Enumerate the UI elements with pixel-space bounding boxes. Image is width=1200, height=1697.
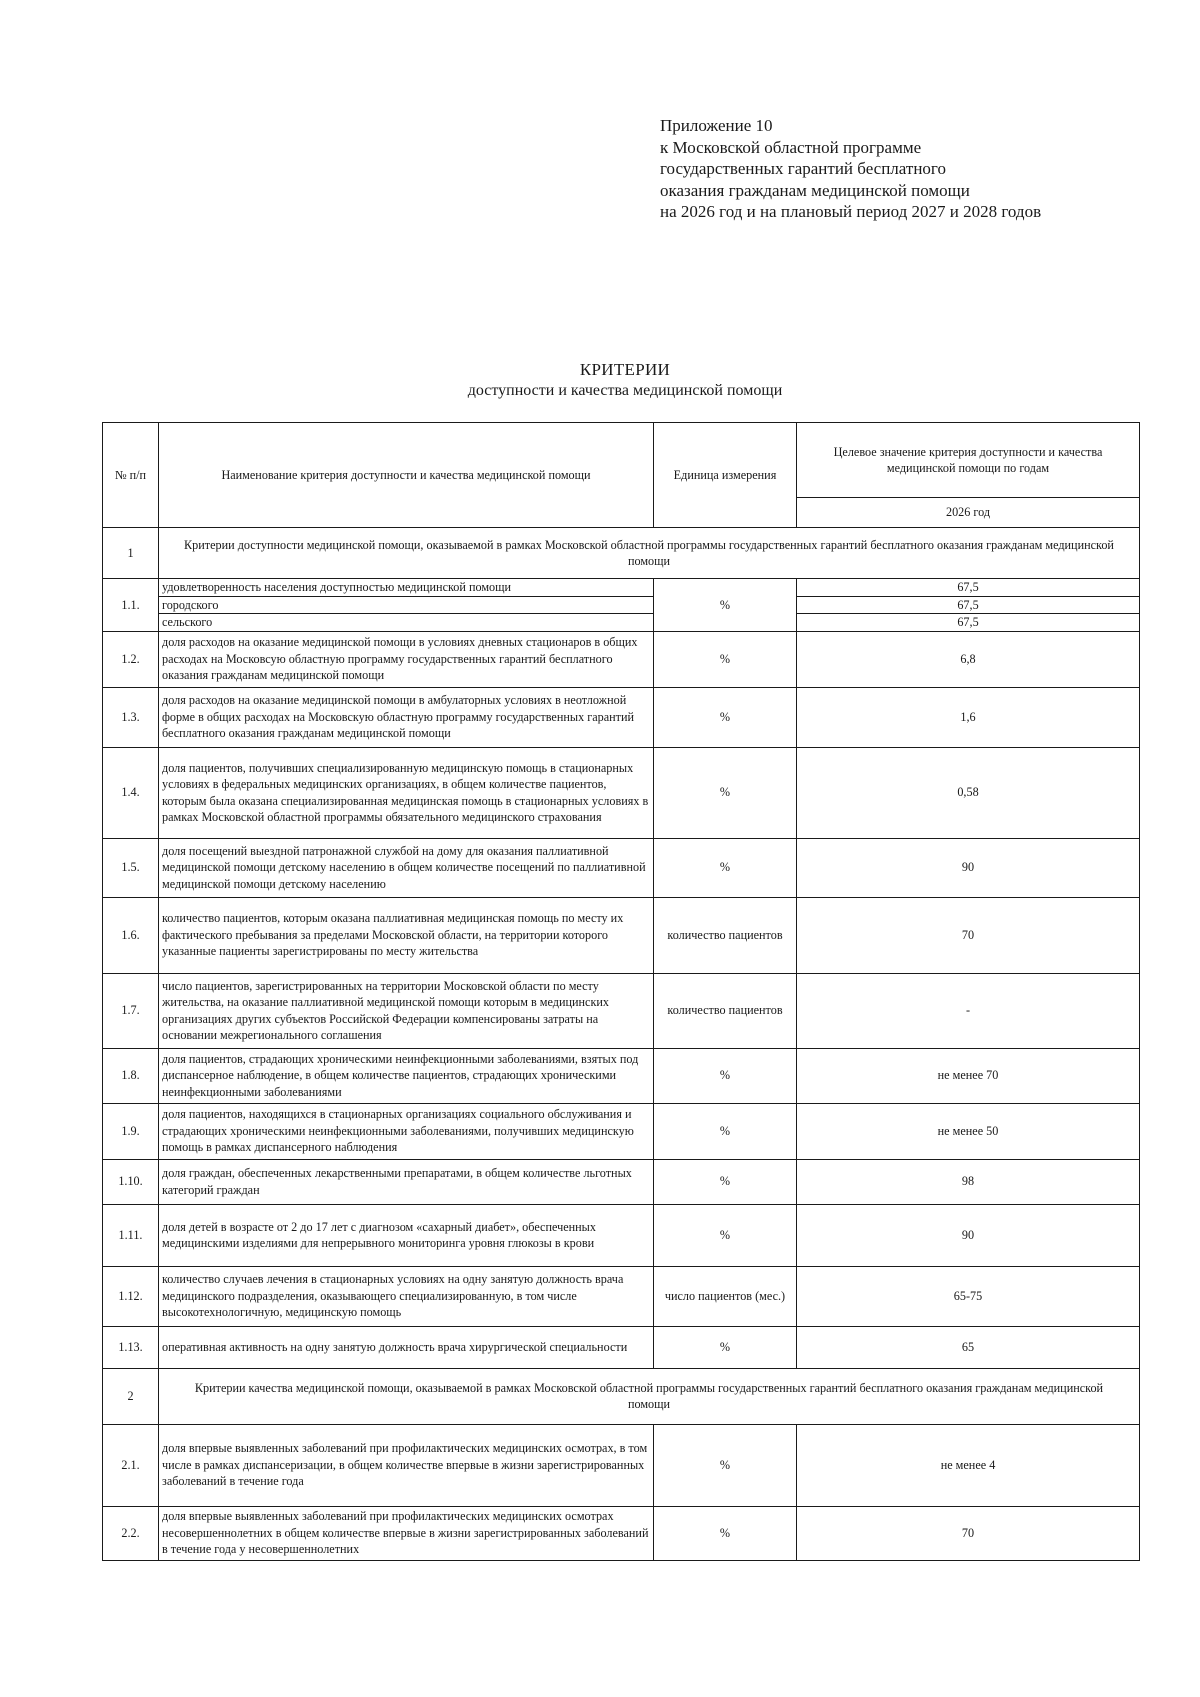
appendix-line: Приложение 10: [660, 116, 773, 135]
row-num: 1.1.: [103, 579, 159, 632]
appendix-line: к Московской областной программе: [660, 137, 922, 157]
title-main: КРИТЕРИИ: [579, 360, 671, 379]
row-unit: %: [654, 1103, 797, 1159]
row-num: 1.2.: [103, 631, 159, 687]
section-num: 1: [103, 528, 159, 579]
appendix-line: оказания гражданам медицинской помощи: [660, 180, 970, 200]
row-name: доля пациентов, находящихся в стационарных организациях социального обслуживания и страдающих хроническими неинфекционными заболеваниями, получивших медицинскую помощь в рамках диспансерного наблюдения: [159, 1103, 654, 1159]
row-value: 90: [797, 1204, 1140, 1266]
row-name: оперативная активность на одну занятую должность врача хирургической специальности: [159, 1326, 654, 1368]
row-num: 1.8.: [103, 1048, 159, 1103]
header-num: № п/п: [103, 423, 159, 528]
title-sub: доступности и качества медицинской помощи: [467, 382, 783, 399]
row-num: 1.11.: [103, 1204, 159, 1266]
row-unit: количество пациентов: [654, 897, 797, 973]
row-value: не менее 4: [797, 1424, 1140, 1506]
row-name: доля пациентов, получивших специализированную медицинскую помощь в стационарных условиях в федеральных медицинских организациях, в общем количестве пациентов, которым была оказана специализированная медицинская помощь в стационарных условиях в рамках Московской областной программы обязательного медицинского страхования: [159, 747, 654, 838]
row-name: количество случаев лечения в стационарных условиях на одну занятую должность врача медицинского подразделения, оказывающего специализированную, в том числе высокотехнологичную, медицинскую помощь: [159, 1266, 654, 1326]
header-unit: Единица измерения: [654, 423, 797, 528]
row-value: 67,5: [797, 596, 1140, 614]
row-unit: %: [654, 631, 797, 687]
row-name: доля расходов на оказание медицинской помощи в амбулаторных условиях в неотложной форме в общих расходах на Московскую областную программу государственных гарантий бесплатного оказания гражданам медицинской помощи: [159, 687, 654, 747]
row-unit: количество пациентов: [654, 973, 797, 1048]
row-unit: число пациентов (мес.): [654, 1266, 797, 1326]
row-unit: %: [654, 1204, 797, 1266]
section-row: [103, 528, 1140, 579]
appendix-header: [660, 115, 1041, 223]
row-value: 70: [797, 1506, 1140, 1560]
criteria-table: [102, 422, 1140, 1561]
section-num: 2: [103, 1368, 159, 1424]
row-value: 65-75: [797, 1266, 1140, 1326]
row-num: 1.4.: [103, 747, 159, 838]
table-row: [103, 579, 1140, 597]
row-unit: %: [654, 838, 797, 897]
row-value: 67,5: [797, 614, 1140, 632]
table-row: [103, 1506, 1140, 1560]
row-name: доля впервые выявленных заболеваний при профилактических медицинских осмотрах, в том числе в рамках диспансеризации, в общем количестве впервые в жизни зарегистрированных заболеваний в течение года: [159, 1424, 654, 1506]
row-name: количество пациентов, которым оказана паллиативная медицинская помощь по месту их фактического пребывания за пределами Московской области, на территории которого указанные пациенты зарегистрированы по месту жительства: [159, 897, 654, 973]
table-row: [103, 838, 1140, 897]
header-year: 2026 год: [797, 498, 1140, 528]
row-unit: %: [654, 1424, 797, 1506]
appendix-line: государственных гарантий бесплатного: [660, 159, 946, 178]
section-row: [103, 1368, 1140, 1424]
row-name: доля посещений выездной патронажной службой на дому для оказания паллиативной медицинской помощи детскому населению в общем количестве посещений по паллиативной медицинской помощи детскому населению: [159, 838, 654, 897]
row-name: доля впервые выявленных заболеваний при профилактических медицинских осмотрах несовершеннолетних в общем количестве впервые в жизни зарегистрированных заболеваний в течение года у несовершеннолетних: [159, 1506, 654, 1560]
row-name: удовлетворенность населения доступностью медицинской помощи: [159, 579, 654, 597]
row-num: 1.10.: [103, 1159, 159, 1204]
row-num: 1.6.: [103, 897, 159, 973]
section-title: Критерии качества медицинской помощи, оказываемой в рамках Московской областной программы государственных гарантий бесплатного оказания гражданам медицинской помощи: [159, 1368, 1140, 1424]
row-unit: %: [654, 747, 797, 838]
row-value: не менее 50: [797, 1103, 1140, 1159]
row-unit: %: [654, 579, 797, 632]
row-value: 6,8: [797, 631, 1140, 687]
row-value: 1,6: [797, 687, 1140, 747]
table-row: [103, 747, 1140, 838]
table-row: [103, 973, 1140, 1048]
table-row: [103, 1326, 1140, 1368]
row-value: 0,58: [797, 747, 1140, 838]
table-row: [103, 614, 1140, 632]
row-num: 1.13.: [103, 1326, 159, 1368]
row-value: 67,5: [797, 579, 1140, 597]
row-name: доля расходов на оказание медицинской помощи в условиях дневных стационаров в общих расходах на Московсую областную программу государственных гарантий бесплатного оказания гражданам медицинской помощи: [159, 631, 654, 687]
row-name: доля пациентов, страдающих хроническими неинфекционными заболеваниями, взятых под диспансерное наблюдение, в общем количестве пациентов, страдающих хроническими неинфекционными заболеваниями: [159, 1048, 654, 1103]
row-num: 2.2.: [103, 1506, 159, 1560]
table-row: [103, 897, 1140, 973]
row-num: 1.7.: [103, 973, 159, 1048]
document-title: [0, 359, 1200, 401]
row-num: 1.12.: [103, 1266, 159, 1326]
row-value: 90: [797, 838, 1140, 897]
row-unit: %: [654, 1506, 797, 1560]
table-row: [103, 687, 1140, 747]
row-name: доля детей в возрасте от 2 до 17 лет с диагнозом «сахарный диабет», обеспеченных медицинскими изделиями для непрерывного мониторинга уровня глюкозы в крови: [159, 1204, 654, 1266]
row-name: доля граждан, обеспеченных лекарственными препаратами, в общем количестве льготных категорий граждан: [159, 1159, 654, 1204]
row-value: 70: [797, 897, 1140, 973]
row-num: 1.5.: [103, 838, 159, 897]
header-target: Целевое значение критерия доступности и качества медицинской помощи по годам: [797, 423, 1140, 498]
row-name: городского: [159, 596, 654, 614]
row-unit: %: [654, 1326, 797, 1368]
table-row: [103, 1424, 1140, 1506]
row-value: 65: [797, 1326, 1140, 1368]
row-value: -: [797, 973, 1140, 1048]
row-name: число пациентов, зарегистрированных на территории Московской области по месту жительства, на оказание паллиативной медицинской помощи которым в медицинских организациях других субъектов Российской Федерации компенсированы затраты на основании межрегионального соглашения: [159, 973, 654, 1048]
table-row: [103, 1266, 1140, 1326]
table-row: [103, 1048, 1140, 1103]
table-row: [103, 631, 1140, 687]
row-unit: %: [654, 1048, 797, 1103]
table-row: [103, 1103, 1140, 1159]
row-num: 2.1.: [103, 1424, 159, 1506]
row-unit: %: [654, 1159, 797, 1204]
section-title: Критерии доступности медицинской помощи, оказываемой в рамках Московской областной программы государственных гарантий бесплатного оказания гражданам медицинской помощи: [159, 528, 1140, 579]
table-row: [103, 1204, 1140, 1266]
row-value: не менее 70: [797, 1048, 1140, 1103]
row-name: сельского: [159, 614, 654, 632]
row-value: 98: [797, 1159, 1140, 1204]
row-num: 1.3.: [103, 687, 159, 747]
row-num: 1.9.: [103, 1103, 159, 1159]
table-row: [103, 1159, 1140, 1204]
row-unit: %: [654, 687, 797, 747]
appendix-line: на 2026 год и на плановый период 2027 и 2028 годов: [660, 202, 1042, 221]
table-row: [103, 596, 1140, 614]
header-name: Наименование критерия доступности и качества медицинской помощи: [159, 423, 654, 528]
